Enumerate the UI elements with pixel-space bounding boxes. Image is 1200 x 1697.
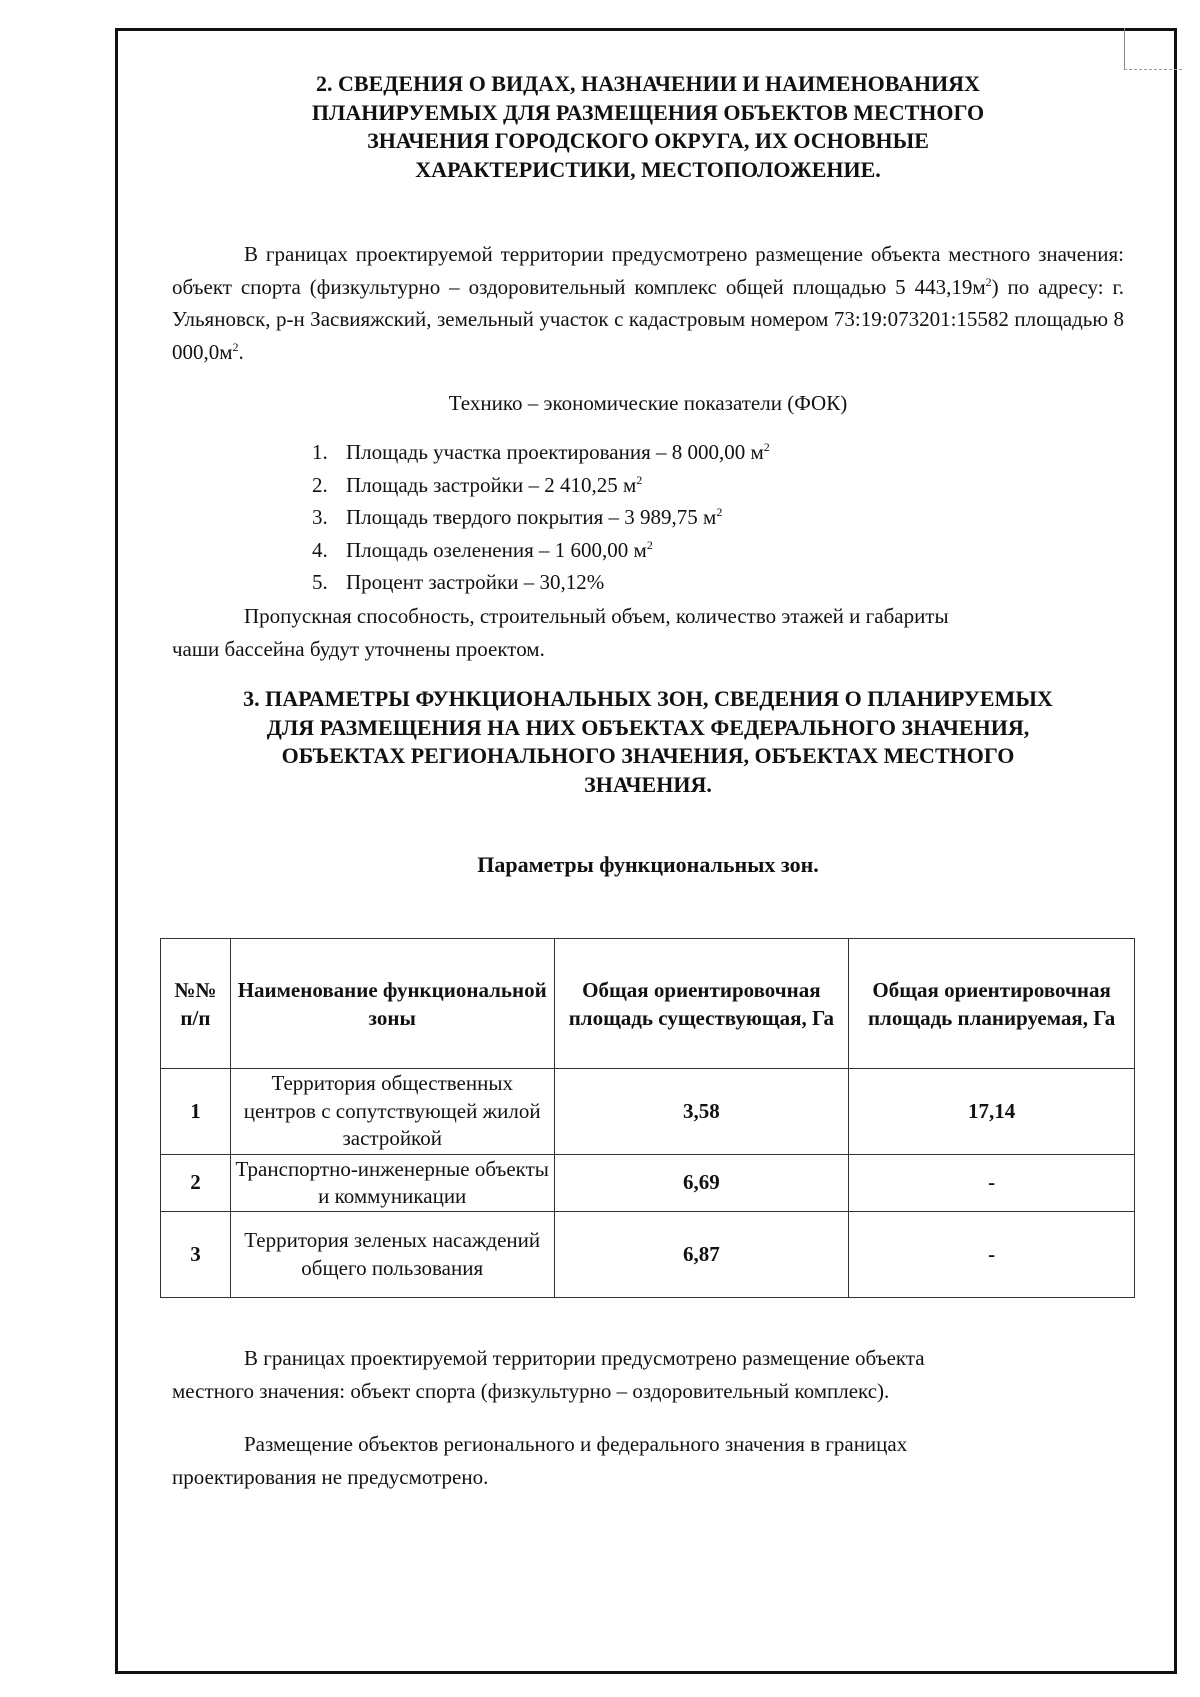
column-header: №№ п/п <box>161 939 231 1069</box>
heading-line: ХАРАКТЕРИСТИКИ, МЕСТОПОЛОЖЕНИЕ. <box>415 156 881 182</box>
list-text: Площадь застройки – 2 410,25 м <box>346 472 637 497</box>
table-cell: 3,58 <box>554 1069 849 1155</box>
heading-line: ПЛАНИРУЕМЫХ ДЛЯ РАЗМЕЩЕНИЯ ОБЪЕКТОВ МЕСТНОГО <box>311 99 985 125</box>
table-cell: 1 <box>161 1069 231 1155</box>
table-header-row <box>161 939 1135 1069</box>
heading-line: ОБЪЕКТАХ РЕГИОНАЛЬНОГО ЗНАЧЕНИЯ, ОБЪЕКТАХ МЕСТНОГО <box>281 743 1015 768</box>
paragraph-line: В границах проектируемой территории предусмотрено размещение объекта <box>244 1346 925 1370</box>
superscript: 2 <box>985 274 992 289</box>
tep-title: Технико – экономические показатели (ФОК) <box>448 391 848 415</box>
paragraph-text: . <box>238 339 244 364</box>
column-header: Общая ориентировочная площадь существующая, Га <box>554 939 849 1069</box>
list-item <box>172 534 1124 567</box>
list-text: Площадь озеленения – 1 600,00 м <box>346 537 647 562</box>
table-cell: - <box>849 1155 1135 1212</box>
table-title: Параметры функциональных зон. <box>477 852 819 877</box>
paragraph-text: В границах проектируемой территории предусмотрено размещение объекта местного значения: объект спорта (физкультурно – оздоровительный комплекс общей площадью 5 443,19м <box>172 242 1124 299</box>
list-item <box>172 566 1124 599</box>
paragraph-line: Пропускная способность, строительный объем, количество этажей и габариты <box>244 604 949 628</box>
list-item <box>172 469 1124 502</box>
section-2-heading <box>172 70 1124 184</box>
page-corner-mark <box>1124 28 1182 70</box>
paragraph-line: проектирования не предусмотрено. <box>172 1464 489 1489</box>
table-cell: 3 <box>161 1212 231 1298</box>
paragraph-line: чаши бассейна будут уточнены проектом. <box>172 636 545 661</box>
superscript: 2 <box>763 440 770 454</box>
heading-line: ЗНАЧЕНИЯ ГОРОДСКОГО ОКРУГА, ИХ ОСНОВНЫЕ <box>367 128 929 153</box>
table-cell: Территория общественных центров с сопутствующей жилой застройкой <box>230 1069 554 1155</box>
table-cell: 17,14 <box>849 1069 1135 1155</box>
table-cell: 2 <box>161 1155 231 1212</box>
heading-line: ДЛЯ РАЗМЕЩЕНИЯ НА НИХ ОБЪЕКТАХ ФЕДЕРАЛЬНОГО ЗНАЧЕНИЯ, <box>266 714 1030 740</box>
section-2-note <box>172 600 1124 665</box>
list-number: 4. <box>312 537 328 562</box>
superscript: 2 <box>636 472 643 487</box>
tep-list <box>172 436 1124 599</box>
list-number: 5. <box>312 570 328 594</box>
table-cell: 6,87 <box>554 1212 849 1298</box>
paragraph-line: Размещение объектов регионального и федерального значения в границах <box>244 1432 908 1456</box>
list-text: Площадь участка проектирования – 8 000,00 м <box>346 440 764 464</box>
table-row <box>161 1212 1135 1298</box>
table-cell: Транспортно-инженерные объекты и коммуникации <box>230 1155 554 1212</box>
heading-line: ЗНАЧЕНИЯ. <box>584 771 712 797</box>
section-3-heading <box>172 685 1124 799</box>
paragraph-text: ) по адресу: г. Ульяновск, р-н Засвияжский, земельный участок с кадастровым номером 73:19:073201:15582 площадью 8 000,0м <box>172 274 1124 364</box>
list-number: 1. <box>312 440 328 464</box>
superscript: 2 <box>232 339 239 354</box>
table-row <box>161 1155 1135 1212</box>
list-item <box>172 436 1124 469</box>
list-number: 2. <box>312 472 328 497</box>
table-cell: - <box>849 1212 1135 1298</box>
superscript: 2 <box>646 537 653 552</box>
column-header: Наименование функциональной зоны <box>230 939 554 1069</box>
functional-zones-table <box>160 938 1135 1298</box>
heading-line: 2. СВЕДЕНИЯ О ВИДАХ, НАЗНАЧЕНИИ И НАИМЕНОВАНИЯХ <box>316 71 980 96</box>
list-text: Площадь твердого покрытия – 3 989,75 м <box>346 505 717 529</box>
paragraph-line: местного значения: объект спорта (физкультурно – оздоровительный комплекс). <box>172 1378 890 1403</box>
section-3-paragraph-2 <box>172 1428 1124 1493</box>
table-row <box>161 1069 1135 1155</box>
table-cell: 6,69 <box>554 1155 849 1212</box>
section-2-paragraph <box>172 238 1124 368</box>
table-cell: Территория зеленых насаждений общего пользования <box>230 1212 554 1298</box>
list-text: Процент застройки – 30,12% <box>346 570 605 594</box>
heading-line: 3. ПАРАМЕТРЫ ФУНКЦИОНАЛЬНЫХ ЗОН, СВЕДЕНИЯ О ПЛАНИРУЕМЫХ <box>243 686 1053 711</box>
column-header: Общая ориентировочная площадь планируемая, Га <box>849 939 1135 1069</box>
superscript: 2 <box>716 505 723 519</box>
section-3-paragraph-1 <box>172 1342 1124 1407</box>
list-item <box>172 501 1124 534</box>
list-number: 3. <box>312 505 328 529</box>
